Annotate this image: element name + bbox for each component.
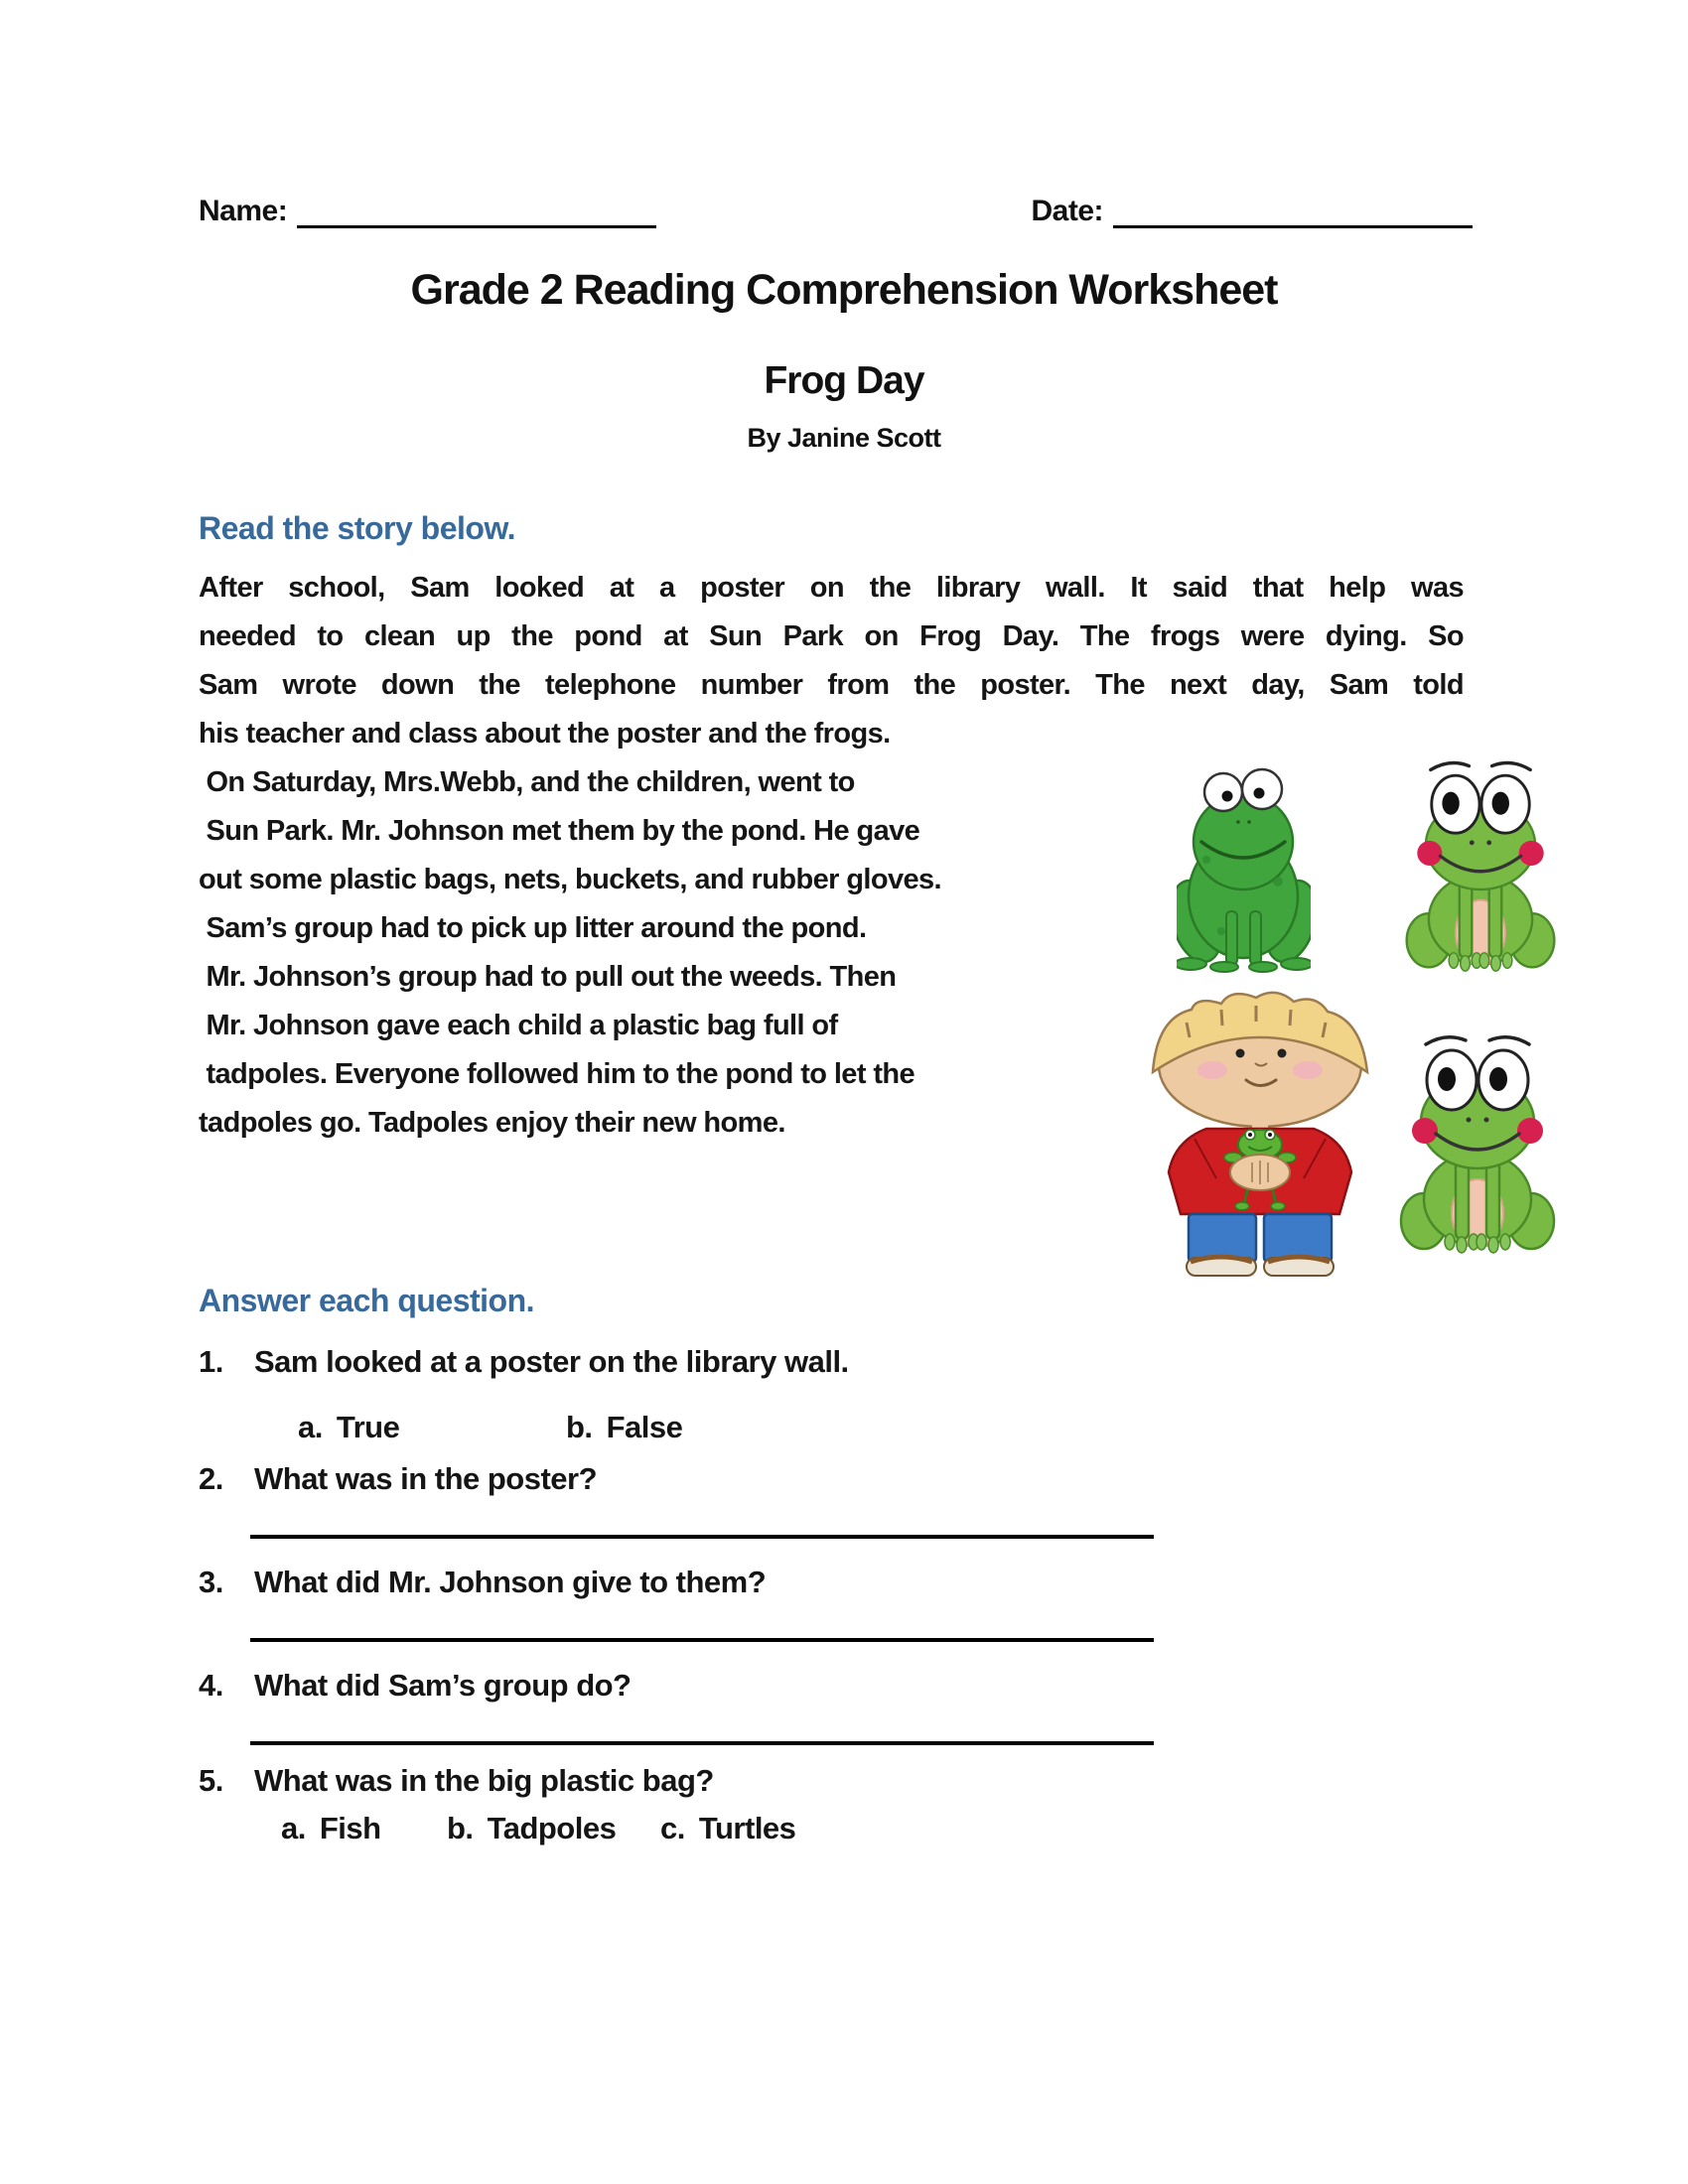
story-title: Frog Day — [764, 359, 924, 402]
option-b[interactable] — [447, 1809, 660, 1848]
header-row — [199, 195, 1473, 228]
option-b[interactable] — [566, 1408, 682, 1447]
story-line: On Saturday, Mrs.Webb, and the children, went to — [199, 766, 855, 798]
option-text: Fish — [319, 1811, 381, 1845]
option-text: Tadpoles — [487, 1811, 617, 1845]
question-number: 3. — [199, 1565, 223, 1599]
answer-questions-heading: Answer each question. — [199, 1283, 535, 1318]
option-label: b. — [447, 1811, 474, 1845]
question-text: What was in the poster? — [254, 1461, 598, 1496]
questions-section — [199, 1283, 1473, 1848]
story-line: tadpoles. Everyone followed him to the pond to let the — [199, 1058, 915, 1090]
byline: By Janine Scott — [747, 423, 941, 453]
option-a[interactable] — [298, 1408, 566, 1447]
date-blank-line[interactable] — [1113, 196, 1473, 228]
option-text: Turtles — [698, 1811, 796, 1845]
question-5 — [199, 1761, 1473, 1801]
story-line: his teacher and class about the poster and the frogs. — [199, 718, 891, 750]
question-number: 5. — [199, 1763, 223, 1798]
story-line: needed to clean up the pond at Sun Park on Frog Day. The frogs were dying. So — [199, 620, 1464, 652]
question-text: What was in the big plastic bag? — [254, 1763, 714, 1798]
story-line: Sam wrote down the telephone number from the poster. The next day, Sam told — [199, 669, 1464, 701]
answer-line-question-3[interactable] — [250, 1602, 1154, 1642]
story-line: Sam’s group had to pick up litter around the pond. — [199, 912, 867, 944]
option-label: c. — [660, 1811, 685, 1845]
question-1 — [199, 1342, 1473, 1382]
answer-line-question-4[interactable] — [250, 1706, 1154, 1745]
name-blank-line[interactable] — [297, 196, 656, 228]
name-label: Name: — [199, 195, 288, 227]
story-paragraph-full-width — [199, 564, 1464, 758]
question-3 — [199, 1563, 1473, 1602]
story-line: tadpoles go. Tadpoles enjoy their new home. — [199, 1107, 785, 1139]
question-2 — [199, 1459, 1473, 1499]
story-line: Mr. Johnson gave each child a plastic bag full of — [199, 1010, 838, 1041]
question-text: What did Mr. Johnson give to them? — [254, 1565, 767, 1599]
read-story-heading: Read the story below. — [199, 510, 516, 546]
question-number: 4. — [199, 1668, 223, 1703]
green-frog-clipart-icon — [1177, 762, 1311, 973]
option-text: False — [606, 1410, 683, 1444]
red-cheek-frog-clipart-icon — [1395, 754, 1566, 975]
story-paragraph-wrapped — [199, 758, 1132, 1148]
boy-holding-frog-clipart-icon — [1137, 978, 1383, 1281]
page-title: Grade 2 Reading Comprehension Worksheet — [410, 266, 1278, 314]
question-number: 2. — [199, 1461, 223, 1496]
option-label: a. — [298, 1410, 323, 1444]
red-cheek-frog-clipart-icon — [1398, 1008, 1557, 1278]
question-text: What did Sam’s group do? — [254, 1668, 632, 1703]
option-c[interactable] — [660, 1809, 795, 1848]
story-line: out some plastic bags, nets, buckets, and rubber gloves. — [199, 864, 941, 895]
story-line: Mr. Johnson’s group had to pull out the weeds. Then — [199, 961, 897, 993]
date-field — [1031, 195, 1473, 228]
option-label: a. — [281, 1811, 306, 1845]
answer-line-question-2[interactable] — [250, 1499, 1154, 1539]
question-5-options — [281, 1809, 1473, 1848]
story-line: After school, Sam looked at a poster on the library wall. It said that help was — [199, 572, 1464, 604]
date-label: Date: — [1031, 195, 1103, 227]
option-a[interactable] — [281, 1809, 447, 1848]
question-1-options — [298, 1408, 1473, 1447]
question-4 — [199, 1666, 1473, 1706]
story-line: Sun Park. Mr. Johnson met them by the pond. He gave — [199, 815, 920, 847]
option-label: b. — [566, 1410, 593, 1444]
question-number: 1. — [199, 1344, 223, 1379]
option-text: True — [336, 1410, 400, 1444]
name-field — [199, 195, 656, 228]
question-text: Sam looked at a poster on the library wall. — [254, 1344, 849, 1379]
